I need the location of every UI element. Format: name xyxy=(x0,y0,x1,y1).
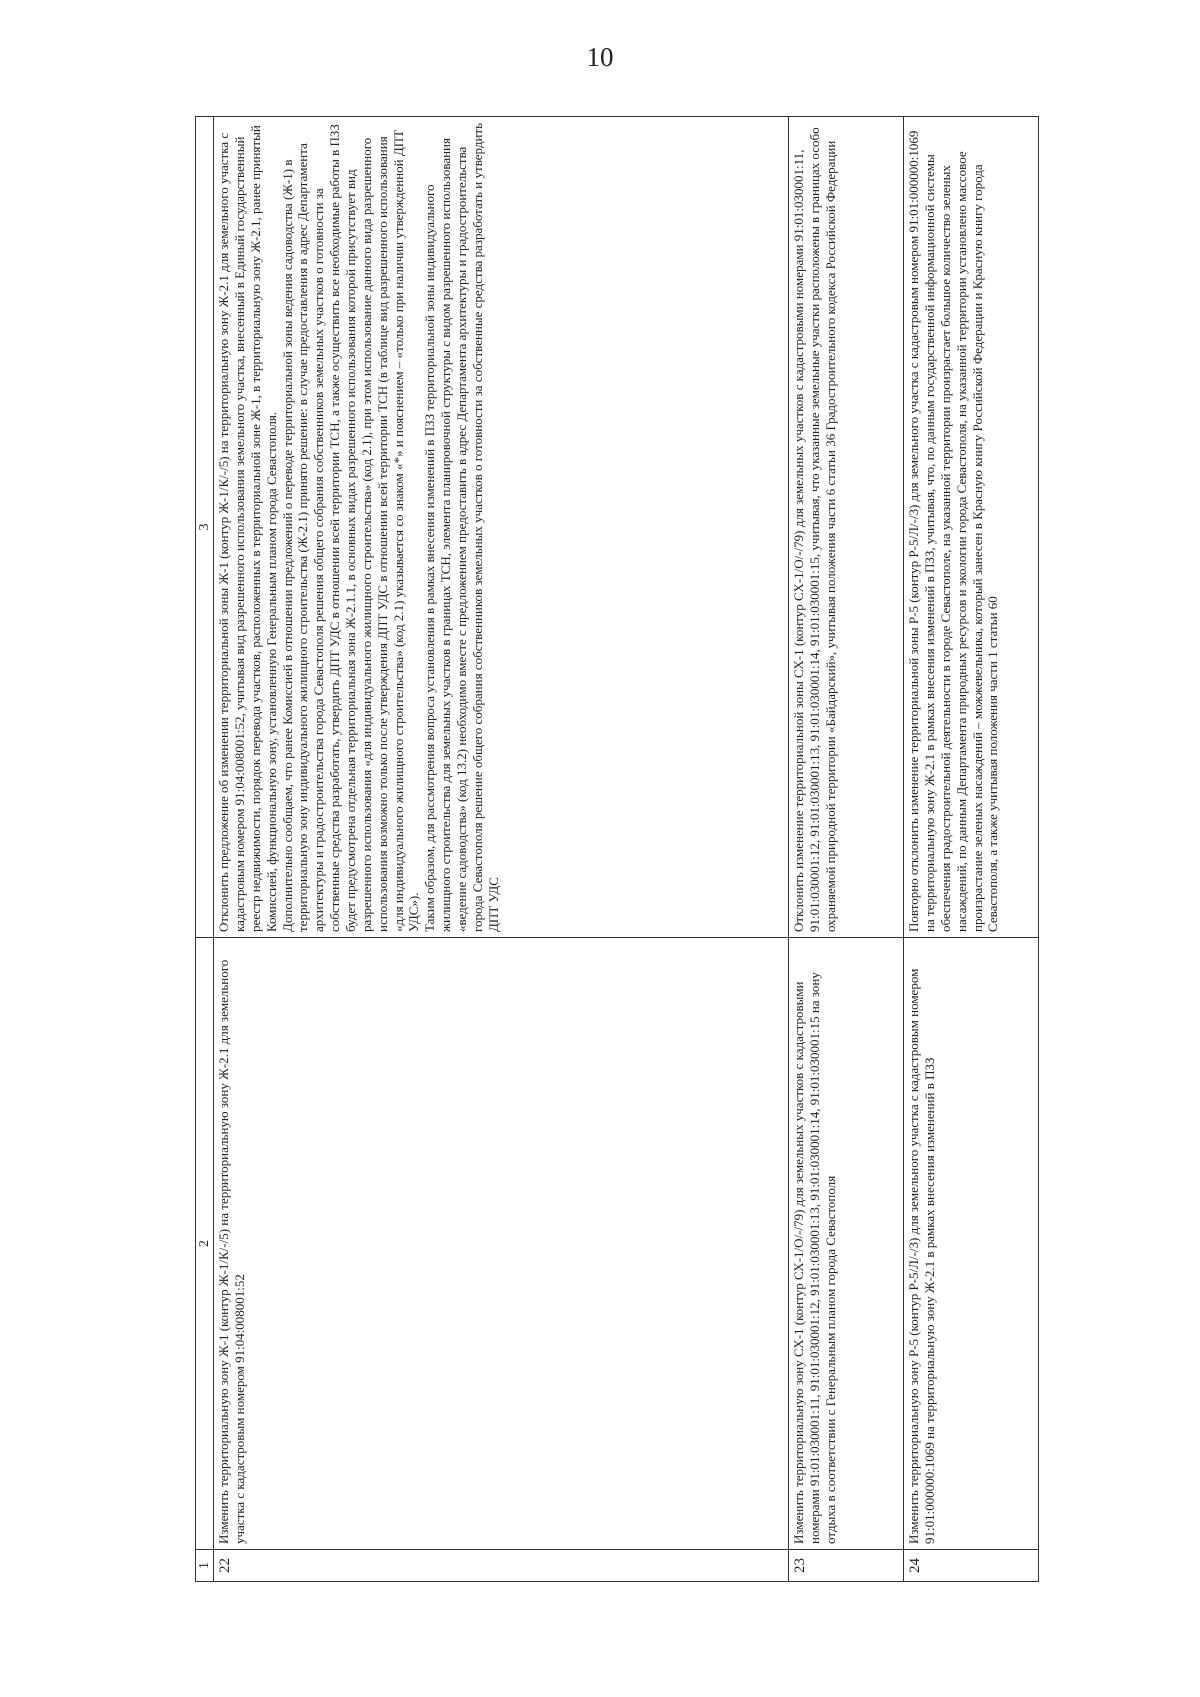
proposal-cell: Изменить территориальную зону Р-5 (контур Р-5/Л/-/3) для земельного участка с кадастровым номером 91:01:000000:1069 на территориальную зону Ж-2.1 в рамках внесения изменений в ПЗЗ xyxy=(904,938,1039,1550)
table-row xyxy=(214,117,789,1582)
proposal-cell: Изменить территориальную зону СХ-1 (контур СХ-1/О/-/79) для земельных участков с кадастровыми номерами 91:01:030001:11, 91:01:030001:12, 91:01:030001:13, 91:01:030001:14, 91:01:030001:15 на зону отдыха в соответствии с Генеральным планом города Севастополя xyxy=(789,938,904,1550)
row-number: 24 xyxy=(904,1550,1039,1582)
header-col-2: 2 xyxy=(196,938,214,1550)
header-col-3: 3 xyxy=(196,117,214,938)
row-number: 23 xyxy=(789,1550,904,1582)
table-row xyxy=(904,117,1039,1582)
decision-cell xyxy=(214,117,789,938)
decision-paragraph: Повторно отклонить изменение территориальной зоны Р-5 (контур Р-5/Л/-/3) для земельного участка с кадастровым номером 91:01:000000:1069 на территориальную зону Ж-2.1 в рамках внесения изменений в ПЗЗ, учитывая, что, по данным государственной информационной системы обеспечения градостроительной деятельности в городе Севастополе, на указанной территории произрастает большое количество зеленых насаждений, по данным Департамента природных ресурсов и экологии города Севастополя, на указанной территории установлено массовое произрастание зеленых насаждений – можжевельника, который занесен в Красную книгу Российской Федерации и Красную книгу города Севастополя, а также учитывая положения части 1 статьи 60 xyxy=(906,130,1001,932)
decision-paragraph: Дополнительно сообщаем, что ранее Комиссией в отношении предложений о переводе территориальной зоны ведения садоводства (Ж-1) в территориальную зону индивидуального жилищного строительства (Ж-2.1) принято решение: в случае предоставления в адрес Департамента архитектуры и градостроительства города Севастополя решения общего собрания собственников земельных участков о готовности за собственные средства разработать, утвердить ДПТ УДС в отношении всей территории ТСН, а также осуществить все необходимые работы в ПЗЗ будет предусмотрена отдельная территориальная зона Ж-2.1.1, в основных видах разрешенного использования которой присутствует вид разрешенного использования «для индивидуального жилищного строительства» (код 2.1), при этом использование данного вида разрешенного использования возможно только после утверждения ДПТ УДС в отношении всей территории ТСН (в таблице вид разрешенного использования «для индивидуального жилищного строительства» (код 2.1) указывается со знаком «*» и пояснением – «только при наличии утвержденной ДПТ УДС»). xyxy=(279,124,422,932)
decision-cell xyxy=(789,117,904,938)
header-col-1: 1 xyxy=(196,1550,214,1582)
decision-paragraph: Отклонить изменение территориальной зоны СХ-1 (контур СХ-1/О/-/79) для земельных участков с кадастровыми номерами 91:01:030001:11, 91:01:030001:12, 91:01:030001:13, 91:01:030001:14, 91:01:030001:15, учитывая, что указанные земельные участки расположены в границах особо охраняемой природной территории «Байдарский», учитывая положения части 6 статьи 36 Градостроительного кодекса Российской Федерации xyxy=(791,127,838,932)
row-number: 22 xyxy=(214,1550,789,1582)
decision-paragraph: Таким образом, для рассмотрения вопроса установления в рамках внесения изменений в ПЗЗ территориальной зоны индивидуального жилищного строительства для земельных участков в границах ТСН, элемента планировочной структуры с видом разрешенного использования «ведение садоводства» (код 13.2) необходимо вместе с предложением предоставить в адрес Департамента архитектуры и градостроительства города Севастополя решение общего собрания собственников земельных участков о готовности за собственные средства разработать и утвердить ДПТ УДС xyxy=(422,122,501,932)
decision-paragraph: Отклонить предложение об изменении территориальной зоны Ж-1 (контур Ж-1/К/-/5) на территориальную зону Ж-2.1 для земельного участка с кадастровым номером 91:04:008001:52, учитывая вид разрешенного использования земельного участка, внесенный в Единый государственный реестр недвижимости, порядок перевода участков, расположенных в территориальной зоне Ж-1, в территориальную зону Ж-2.1, ранее принятый Комиссией, функциональную зону, установленную Генеральным планом города Севастополя. xyxy=(216,125,279,932)
proposal-cell: Изменить территориальную зону Ж-1 (контур Ж-1/К/-/5) на территориальную зону Ж-2.1 для земельного участка с кадастровым номером 91:04:008001:52 xyxy=(214,938,789,1550)
decision-cell xyxy=(904,117,1039,938)
table-header-row xyxy=(196,117,214,1582)
table-row xyxy=(789,117,904,1582)
decisions-table xyxy=(195,116,1039,1582)
page-number: 10 xyxy=(586,42,614,72)
rotated-table-container xyxy=(195,117,1035,1582)
